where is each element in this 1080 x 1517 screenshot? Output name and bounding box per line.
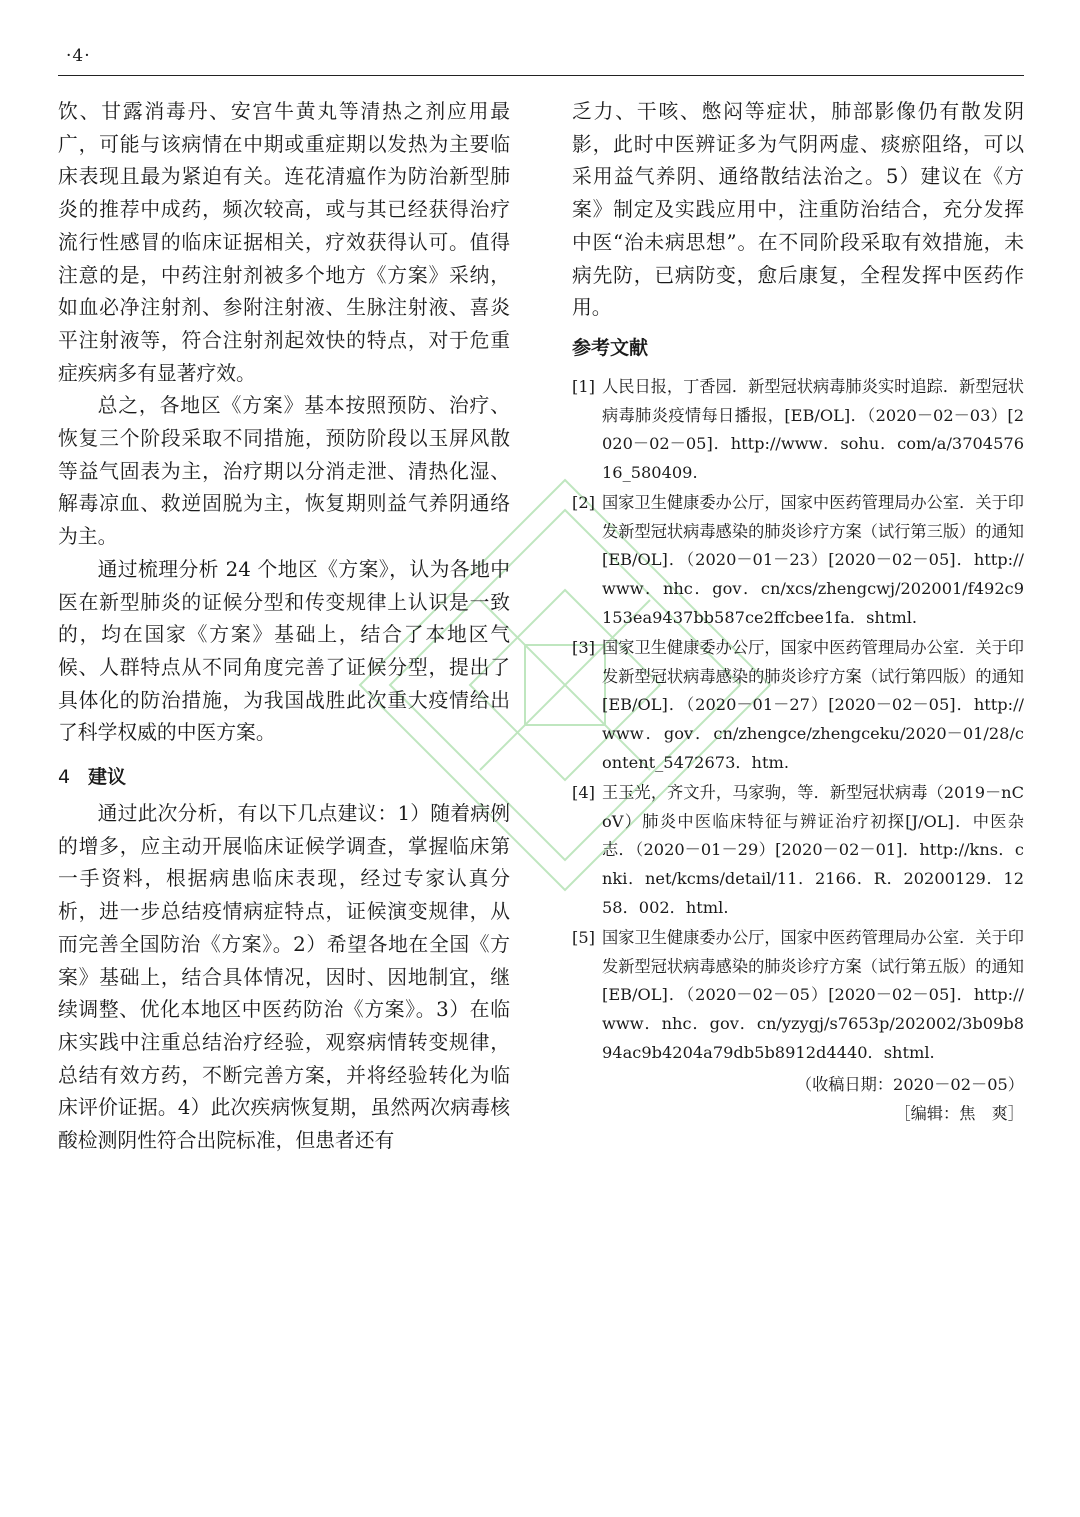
- reference-text: 国家卫生健康委办公厅，国家中医药管理局办公室．关于印发新型冠状病毒感染的肺炎诊疗方案（试行第三版）的通知[EB/OL]．（2020－01－23）[2020－02－05]．http://www．nhc．gov．cn/xcs/zhengcwj/202001/f492c9153ea9437bb587ce2ffcbee1fa．shtml.: [602, 493, 1024, 627]
- page-number: ·4·: [66, 46, 91, 66]
- section-number: 4: [58, 766, 71, 789]
- body-paragraph: 饮、甘露消毒丹、安宫牛黄丸等清热之剂应用最广，可能与该病情在中期或重症期以发热为主要临床表现且最为紧迫有关。连花清瘟作为防治新型肺炎的推荐中成药，频次较高，或与其已经获得治疗流行性感冒的临床证据相关，疗效获得认可。值得注意的是，中药注射剂被多个地方《方案》采纳，如血必净注射剂、参附注射液、生脉注射液、喜炎平注射液等，符合注射剂起效快的特点，对于危重症疾病多有显著疗效。: [58, 100, 510, 385]
- body-paragraph: 通过此次分析，有以下几点建议：1）随着病例的增多，应主动开展临床证候学调查，掌握临床第一手资料，根据病患临床表现，经过专家认真分析，进一步总结疫情病症特点，证候演变规律，从而完善全国防治《方案》。2）希望各地在全国《方案》基础上，结合具体情况，因时、因地制宜，继续调整、优化本地区中医药防治《方案》。3）在临床实践中注重总结治疗经验，观察病情转变规律，总结有效方药，不断完善方案，并将经验转化为临床评价证据。4）此次疾病恢复期，虽然两次病毒核酸检测阴性符合出院标准，但患者还有: [58, 802, 510, 1153]
- section-title: 建议: [88, 766, 127, 789]
- reference-item: [572, 779, 1024, 922]
- editor-credit: ［编辑：焦 爽］: [894, 1103, 1024, 1123]
- reference-item: [572, 373, 1024, 487]
- body-paragraph: 总之，各地区《方案》基本按照预防、治疗、恢复三个阶段采取不同措施，预防阶段以玉屏风散等益气固表为主，治疗期以分消走泄、清热化湿、解毒凉血、救逆固脱为主，恢复期则益气养阴通络为主。: [58, 394, 510, 549]
- reference-text: 国家卫生健康委办公厅，国家中医药管理局办公室．关于印发新型冠状病毒感染的肺炎诊疗方案（试行第五版）的通知[EB/OL]．（2020－02－05）[2020－02－05]．http://www．nhc．gov．cn/yzygj/s7653p/202002/3b09b894ac9b4204a79db5b8912d4440．shtml.: [602, 928, 1024, 1062]
- reference-number: [3]: [572, 638, 595, 658]
- reference-item: [572, 489, 1024, 632]
- reference-number: [2]: [572, 493, 595, 513]
- reference-text: 人民日报，丁香园．新型冠状病毒肺炎实时追踪．新型冠状病毒肺炎疫情每日播报，[EB/OL]．（2020－02－03）[2020－02－05]．http://www．sohu．com/a/370457616_580409.: [602, 376, 1024, 482]
- section-heading: [58, 762, 510, 792]
- header-rule: [58, 75, 1024, 76]
- reference-text: 王玉光，齐文升，马家驹，等．新型冠状病毒（2019－nCoV）肺炎中医临床特征与辨证治疗初探[J/OL]．中医杂志．（2020－01－29）[2020－02－01]．http://kns．cnki．net/kcms/detail/11．2166．R．20200129．1258．002．html.: [602, 783, 1024, 917]
- body-paragraph: 乏力、干咳、憋闷等症状，肺部影像仍有散发阴影，此时中医辨证多为气阴两虚、痰瘀阻络，可以采用益气养阴、通络散结法治之。5）建议在《方案》制定及实践应用中，注重防治结合，充分发挥中医“治未病思想”。在不同阶段采取有效措施，未病先防，已病防变，愈后康复，全程发挥中医药作用。: [572, 100, 1024, 320]
- reference-item: [572, 634, 1024, 777]
- reference-number: [5]: [572, 928, 595, 948]
- references-heading: 参考文献: [572, 336, 649, 359]
- left-column: [58, 96, 510, 1158]
- received-date: （收稿日期：2020－02－05）: [795, 1075, 1024, 1095]
- reference-number: [4]: [572, 783, 595, 803]
- page-header: [58, 46, 1024, 80]
- reference-item: [572, 924, 1024, 1067]
- right-column: [572, 96, 1024, 1128]
- body-paragraph: 通过梳理分析 24 个地区《方案》，认为各地中医在新型肺炎的证候分型和传变规律上认识是一致的，均在国家《方案》基础上，结合了本地区气候、人群特点从不同角度完善了证候分型，提出了具体化的防治措施，为我国战胜此次重大疫情给出了科学权威的中医方案。: [58, 557, 510, 745]
- reference-number: [1]: [572, 376, 595, 396]
- reference-text: 国家卫生健康委办公厅，国家中医药管理局办公室．关于印发新型冠状病毒感染的肺炎诊疗方案（试行第四版）的通知[EB/OL]．（2020－01－27）[2020－02－05]．http://www．gov．cn/zhengce/zhengceku/2020－01/28/content_5472673．htm.: [602, 638, 1024, 772]
